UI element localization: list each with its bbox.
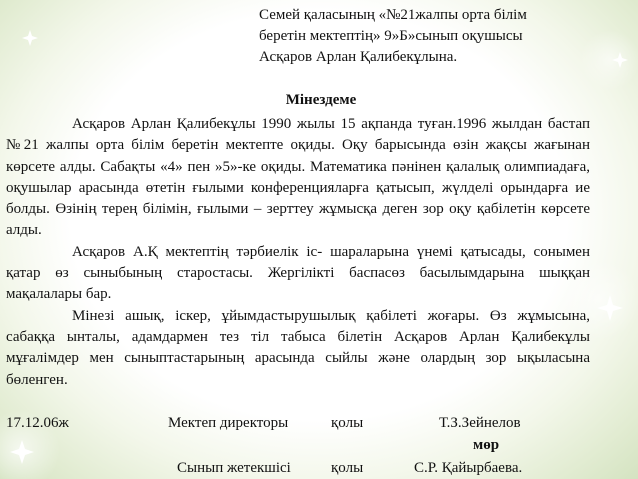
body-paragraph: Асқаров Арлан Қалибекұлы 1990 жылы 15 ақпанда туған.1996 жылдан бастап №21 жалпы орта білім беретін мектепте оқиды. Оқу барысында өзін жақсы жағынан көрсете алды. Сабақты «4» пен »5»-ке оқиды. Математика пәнінен қалалық олимпиадаға, оқушылар арасында өтетін ғылыми конференцияларға қатысып, жүлделі орындарға ие болды. Өзінің терең білімін, ғылыми – зерттеу жұмысқа деген зор оқу қабілетін көрсете алды.: [6, 116, 590, 239]
teacher-signature-label: қолы: [331, 460, 364, 476]
date: 17.12.06ж: [6, 415, 69, 431]
document-title: Мінездеме: [285, 92, 357, 108]
teacher-name: С.Р. Қайырбаева.: [414, 460, 523, 476]
body-paragraph: Асқаров А.Қ мектептің тәрбиелік іс- шараларына үнемі қатысады, сонымен қатар өз сыныбының старостасы. Жергілікті баспасөз басылымдарына шыққан мақалалары бар.: [6, 243, 590, 303]
body-paragraph: Мінезі ашық, іскер, ұйымдастырушылық қабілеті жоғары. Өз жұмысына, сабаққа ынталы, адамдармен тез тіл табыса білетін Асқаров Арлан Қалибекұлы мұғалімдер мен сыныптастарының арасында сыйлы және олардың зор ықыласына бөленген.: [6, 307, 590, 388]
teacher-role: Сынып жетекшісі: [177, 460, 291, 476]
director-role: Мектеп директоры: [168, 415, 289, 431]
addressee-line-3: Асқаров Арлан Қалибекұлына.: [259, 49, 458, 65]
document-body: [6, 114, 590, 391]
seal-label: мөр: [473, 437, 500, 453]
director-name: Т.З.Зейнелов: [439, 415, 521, 431]
addressee-line-2: беретін мектептің» 9»Б»сынып оқушысы: [259, 28, 523, 44]
addressee-line-1: Семей қаласының «№21жалпы орта білім: [259, 7, 527, 23]
addressee-block: [259, 5, 594, 68]
director-signature-label: қолы: [331, 415, 364, 431]
